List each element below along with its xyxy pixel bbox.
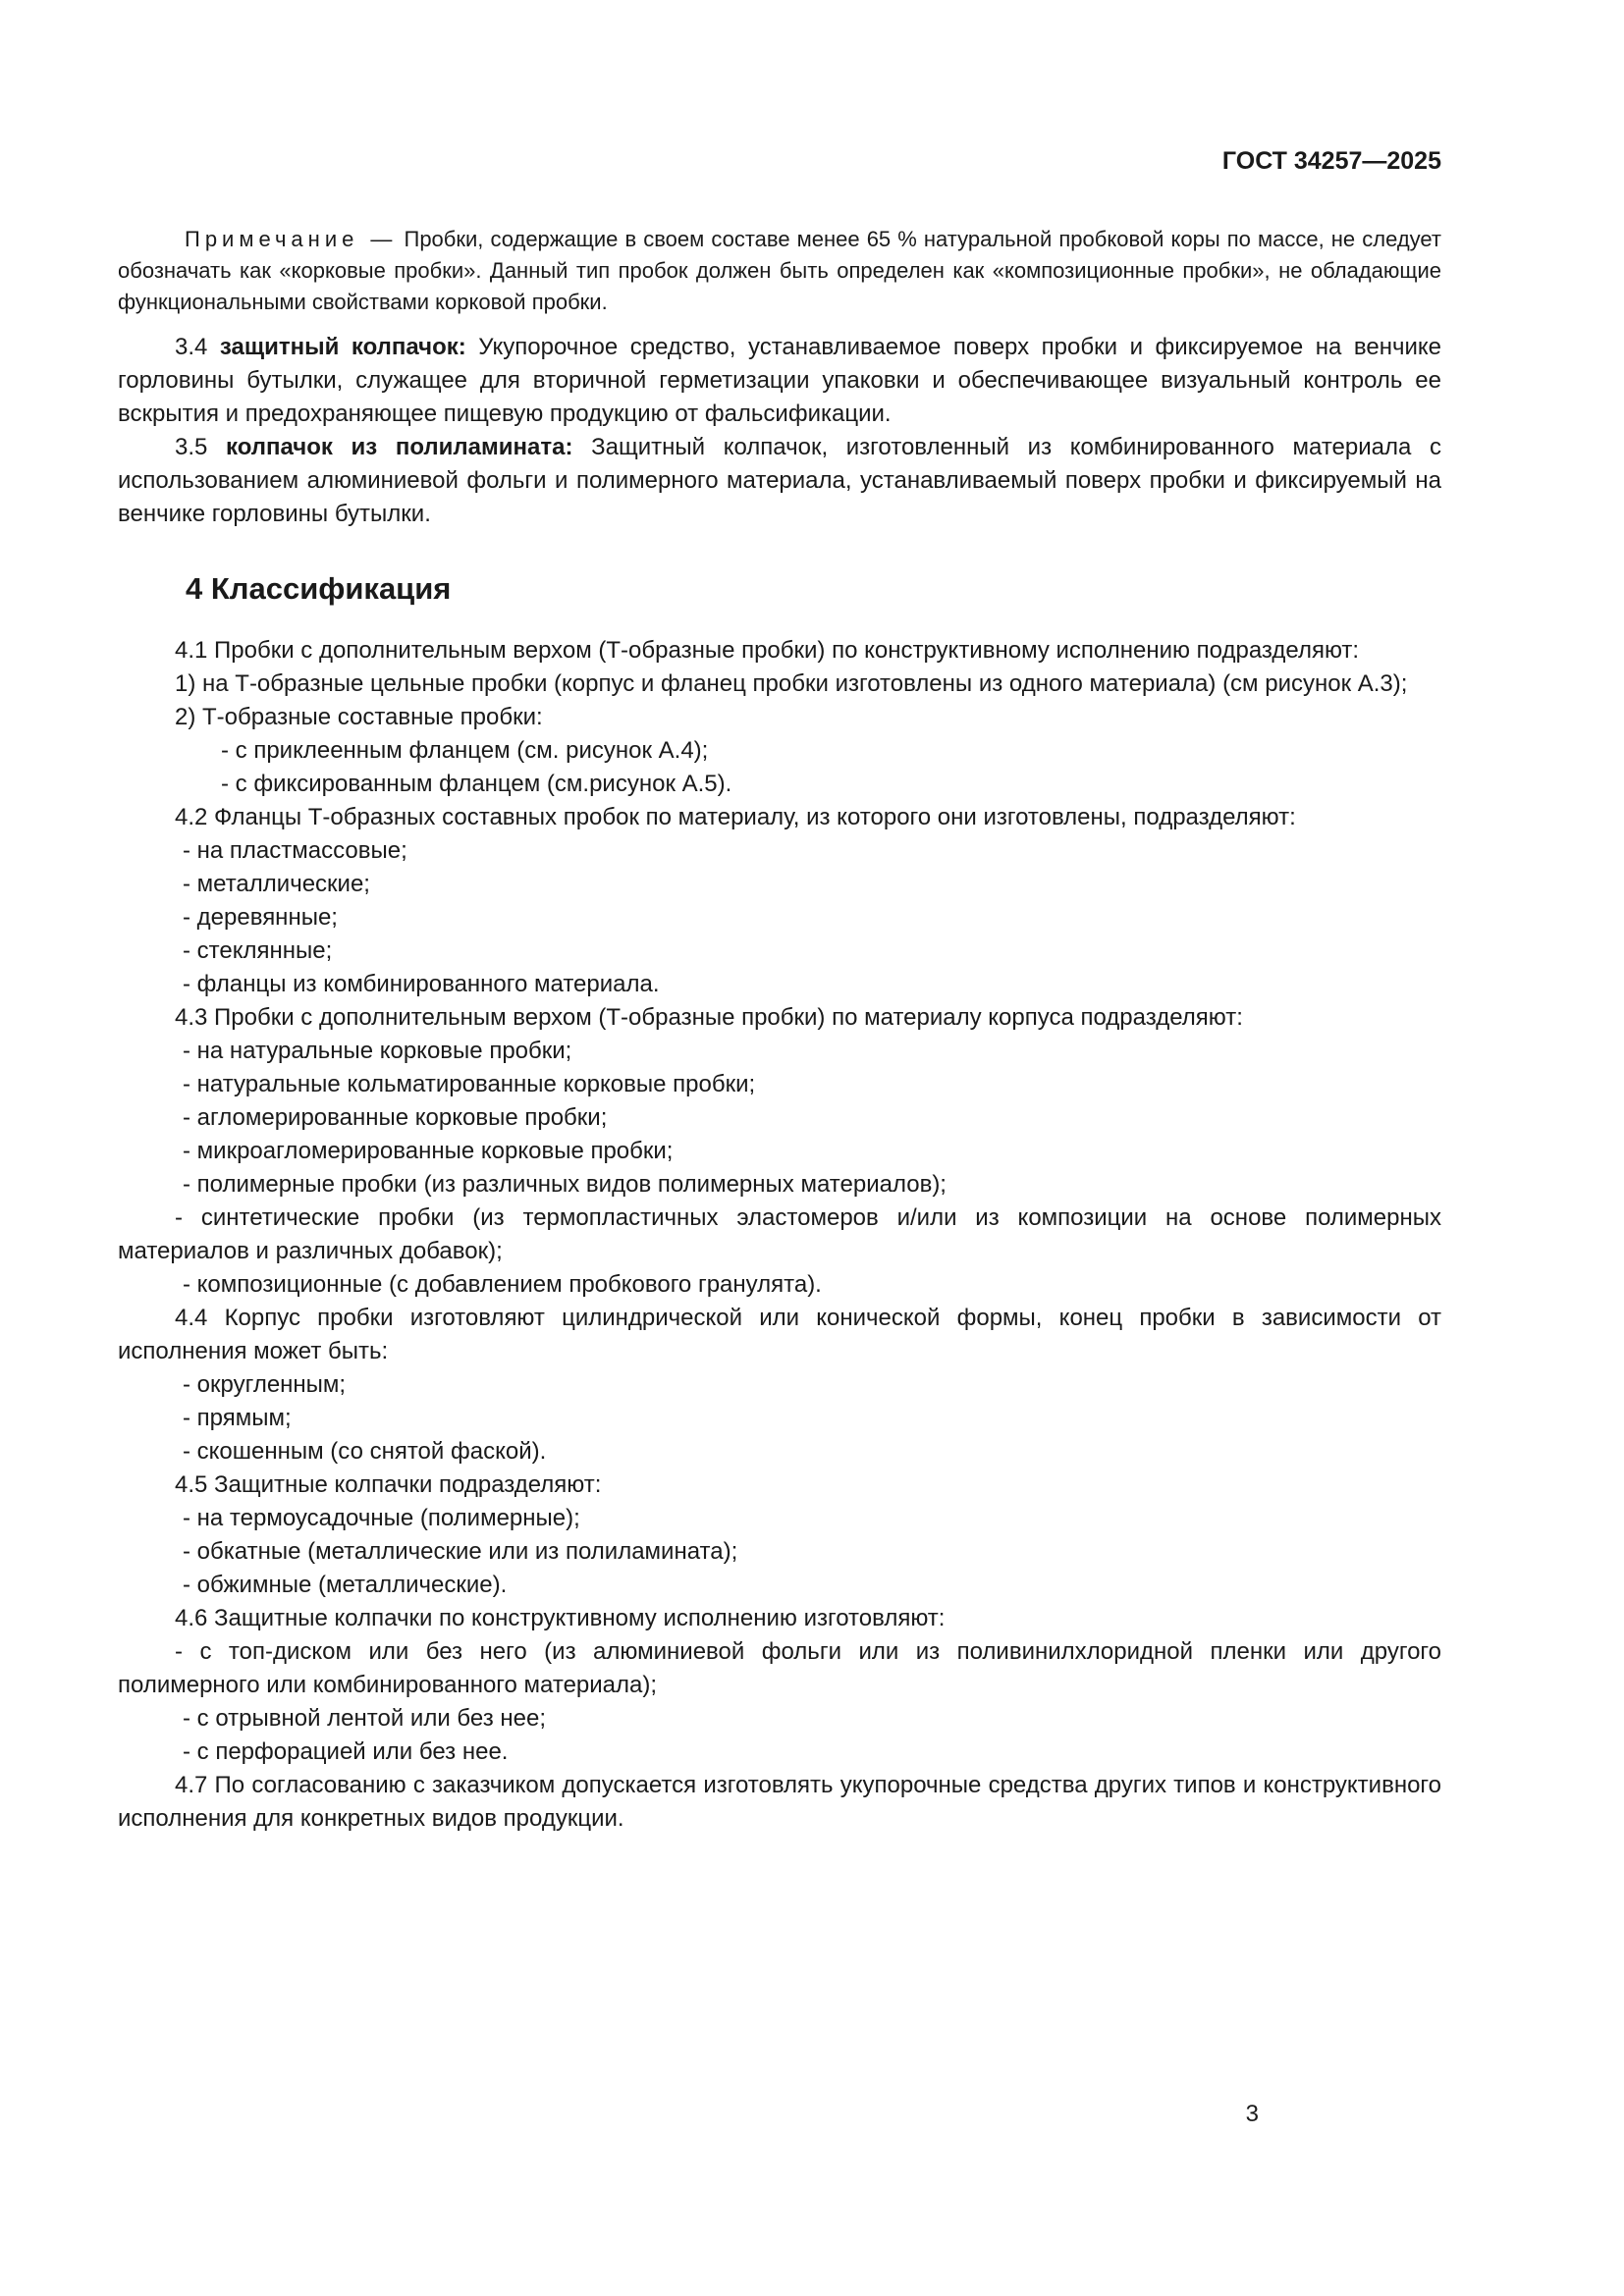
note-text: Пробки, содержащие в своем составе менее 65 % натуральной пробковой коры по массе, не следует обозначать как «корковые пробки». Данный тип пробок должен быть определен как «композиционные пробки», не обладающие функциональными свойствами корковой пробки. xyxy=(118,227,1441,314)
list-item: - на натуральные корковые пробки; xyxy=(183,1038,572,1064)
list-item: - синтетические пробки (из термопластичных эластомеров и/или из композиции на основе полимерных материалов и различных добавок); xyxy=(118,1204,1441,1264)
list-item: - обжимные (металлические). xyxy=(183,1572,508,1598)
paragraph-4-5: 4.5 Защитные колпачки подразделяют: xyxy=(175,1471,602,1498)
section-4-heading: 4 Классификация xyxy=(186,571,452,606)
note-label: Примечание — xyxy=(185,227,398,251)
section-3-terms xyxy=(118,331,1441,531)
list-item: - на пластмассовые; xyxy=(183,837,407,864)
paragraph-3-4: 3.4 защитный колпачок: Укупорочное средство, устанавливаемое поверх пробки и фиксируемое на венчике горловины бутылки, служащее для вторичной герметизации упаковки и обеспечивающее визуальный контроль ее вскрытия и предохраняющее пищевую продукцию от фальсификации. xyxy=(118,334,1441,427)
paragraph-4-4: 4.4 Корпус пробки изготовляют цилиндрической или конической формы, конец пробки в зависимости от исполнения может быть: xyxy=(118,1305,1441,1364)
list-item: - деревянные; xyxy=(183,904,338,931)
document-code: ГОСТ 34257—2025 xyxy=(1221,147,1441,175)
term-polylaminate-cap: колпачок из полиламината: xyxy=(226,434,573,460)
page-number: 3 xyxy=(1245,2101,1259,2127)
list-item: 2) Т-образные составные пробки: xyxy=(175,704,543,730)
list-item: - обкатные (металлические или из полиламината); xyxy=(183,1538,738,1565)
list-item: - с перфорацией или без нее. xyxy=(183,1738,509,1765)
section-4-body xyxy=(118,634,1441,1836)
list-item: - округленным; xyxy=(183,1371,347,1398)
paragraph-4-6: 4.6 Защитные колпачки по конструктивному исполнению изготовляют: xyxy=(175,1605,946,1631)
paragraph-4-2: 4.2 Фланцы Т-образных составных пробок по материалу, из которого они изготовлены, подразделяют: xyxy=(175,804,1296,830)
list-item: - натуральные кольматированные корковые пробки; xyxy=(183,1071,756,1097)
note-paragraph xyxy=(118,224,1441,318)
paragraph-4-7: 4.7 По согласованию с заказчиком допускается изготовлять укупорочные средства других типов и конструктивного исполнения для конкретных видов продукции. xyxy=(118,1772,1441,1832)
list-item: - стеклянные; xyxy=(183,937,333,964)
list-item: - с фиксированным фланцем (см.рисунок А.5). xyxy=(221,771,732,797)
list-item: - полимерные пробки (из различных видов полимерных материалов); xyxy=(183,1171,947,1198)
paragraph-4-1: 4.1 Пробки с дополнительным верхом (Т-образные пробки) по конструктивному исполнению подразделяют: xyxy=(175,637,1360,664)
paragraph-4-3: 4.3 Пробки с дополнительным верхом (Т-образные пробки) по материалу корпуса подразделяют: xyxy=(175,1004,1243,1031)
list-item: - с топ-диском или без него (из алюминиевой фольги или из поливинилхлоридной пленки или другого полимерного или комбинированного материала); xyxy=(118,1638,1441,1698)
list-item: 1) на Т-образные цельные пробки (корпус и фланец пробки изготовлены из одного материала) (см рисунок А.3); xyxy=(175,670,1408,697)
list-item: - микроагломерированные корковые пробки; xyxy=(183,1138,674,1164)
list-item: - агломерированные корковые пробки; xyxy=(183,1104,608,1131)
paragraph-3-5: 3.5 колпачок из полиламината: Защитный колпачок, изготовленный из комбинированного материала с использованием алюминиевой фольги и полимерного материала, устанавливаемый поверх пробки и фиксируемый на венчике горловины бутылки. xyxy=(118,434,1441,527)
list-item: - с приклеенным фланцем (см. рисунок А.4); xyxy=(221,737,709,764)
list-item: - скошенным (со снятой фаской). xyxy=(183,1438,547,1465)
list-item: - прямым; xyxy=(183,1405,292,1431)
term-protective-cap: защитный колпачок: xyxy=(219,334,466,360)
list-item: - фланцы из комбинированного материала. xyxy=(183,971,660,997)
list-item: - на термоусадочные (полимерные); xyxy=(183,1505,580,1531)
list-item: - композиционные (с добавлением пробкового гранулята). xyxy=(183,1271,822,1298)
list-item: - с отрывной лентой или без нее; xyxy=(183,1705,546,1732)
list-item: - металлические; xyxy=(183,871,370,897)
